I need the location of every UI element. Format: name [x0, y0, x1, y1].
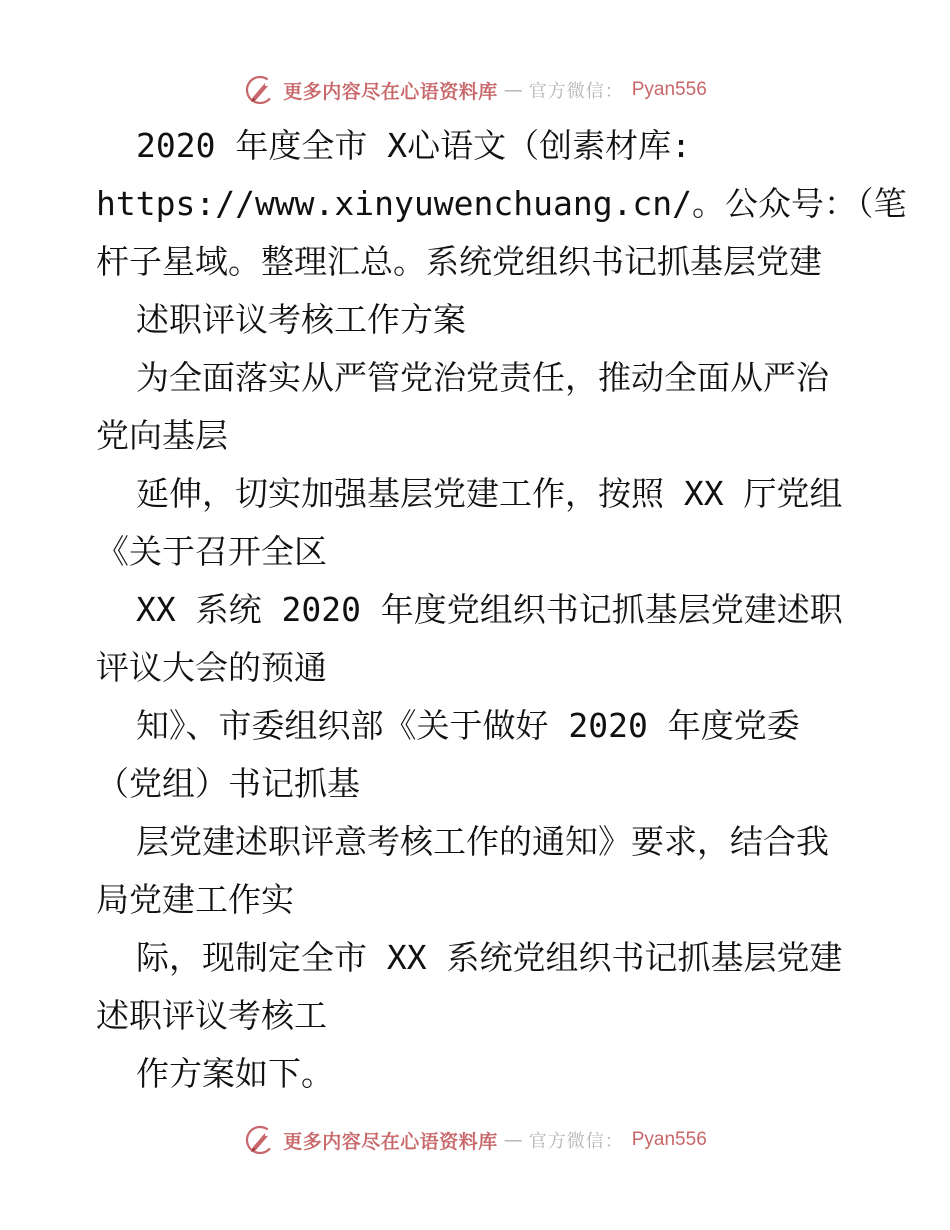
text-line: https://www.xinyuwenchuang.cn/。公众号：（笔	[96, 184, 907, 223]
text-line: 际，现制定全市 XX 系统党组织书记抓基层党建	[136, 938, 843, 977]
banner-dash: —	[503, 1129, 523, 1151]
text-line: 延伸，切实加强基层党建工作，按照 XX 厅党组	[136, 474, 843, 513]
banner-wechat-id: Pyan556	[631, 79, 707, 100]
text-line: 知》、市委组织部《关于做好 2020 年度党委	[136, 706, 800, 745]
header-banner	[0, 68, 950, 112]
header-banner-content	[243, 73, 707, 107]
text-line: （党组）书记抓基	[96, 764, 360, 803]
text-line: 杆子星域。整理汇总。系统党组织书记抓基层党建	[96, 242, 822, 281]
banner-wechat-id: Pyan556	[631, 1129, 707, 1150]
text-line: XX 系统 2020 年度党组织书记抓基层党建述职	[136, 590, 843, 629]
pen-nib-logo-icon	[243, 1123, 277, 1157]
text-line: 《关于召开全区	[96, 532, 327, 571]
text-line: 述职评议考核工	[96, 996, 327, 1035]
text-line: 党向基层	[96, 416, 228, 455]
footer-banner-content	[243, 1123, 707, 1157]
footer-banner	[0, 1118, 950, 1162]
text-line: 局党建工作实	[96, 880, 294, 919]
text-line: 为全面落实从严管党治党责任，推动全面从严治	[136, 358, 829, 397]
banner-dash: —	[503, 79, 523, 101]
banner-main-text: 更多内容尽在心语资料库	[283, 80, 498, 103]
pen-nib-logo-icon	[243, 73, 277, 107]
text-line: 层党建述职评意考核工作的通知》要求，结合我	[136, 822, 829, 861]
text-line: 评议大会的预通	[96, 648, 327, 687]
banner-wechat-label: 官方微信：	[528, 1131, 624, 1152]
text-line: 作方案如下。	[136, 1054, 334, 1093]
document-body	[96, 117, 907, 1103]
text-line: 2020 年度全市 X心语文（创素材库:	[136, 126, 691, 165]
banner-wechat-label: 官方微信：	[528, 81, 624, 102]
banner-main-text: 更多内容尽在心语资料库	[283, 1130, 498, 1153]
document-title: 述职评议考核工作方案	[136, 300, 466, 339]
